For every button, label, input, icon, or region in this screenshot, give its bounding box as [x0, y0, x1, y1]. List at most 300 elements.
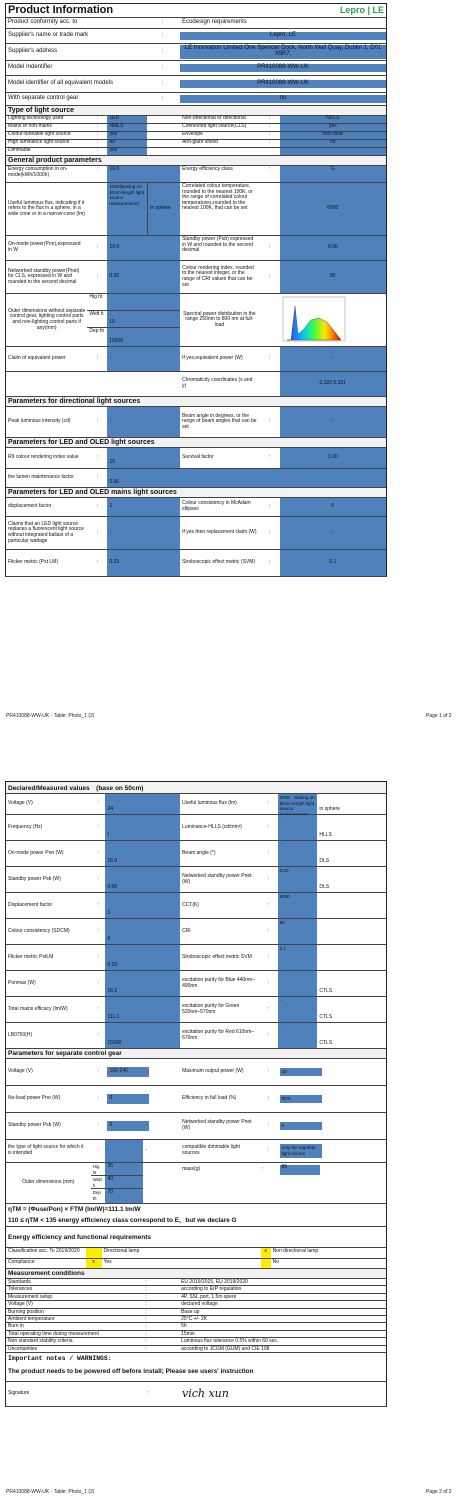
- header-value: Ecodesign requirements: [182, 19, 247, 26]
- declared-extra: CTLS: [319, 1014, 333, 1021]
- peak-value: -: [107, 407, 180, 437]
- header-label: Supplier's name or trade mark: [8, 32, 89, 39]
- eff-label: Energy efficiency class: [182, 166, 233, 172]
- page-title: Product Information: [8, 3, 114, 16]
- section-type: Type of light source: [6, 106, 386, 116]
- dim-key: Widt h: [87, 311, 107, 328]
- gear-value-wrap: [105, 1086, 180, 1112]
- declared-value-2: 6000: [278, 893, 318, 918]
- formula-line-2: 110 ≤ ηTM < 135 energy efficiency class correspond to E、but we declare G: [8, 1217, 237, 1224]
- declared-row: [6, 815, 386, 841]
- page-1: [5, 3, 387, 577]
- colon: :: [268, 123, 271, 129]
- flick-value: 0.23: [107, 550, 180, 576]
- colon: :: [97, 1031, 99, 1038]
- yes-mark: x: [86, 1259, 102, 1268]
- colon: :: [267, 927, 270, 934]
- no-label: No: [272, 1259, 280, 1265]
- measurement-row: [6, 1338, 386, 1345]
- measurement-row: [6, 1294, 386, 1301]
- type-value-2: non-clear: [280, 132, 386, 139]
- type-label: Dimmable: [8, 147, 31, 153]
- header-label: Product conformity acc. to: [8, 19, 78, 26]
- gear-value-2: only the together light source: [280, 1144, 322, 1157]
- gear-label-2: compatible dimmable light sources: [182, 1144, 240, 1156]
- header-row: [6, 18, 386, 29]
- measurement-label: Total operating time during measurement: [8, 1330, 99, 1337]
- declared-extra: in sphere: [319, 806, 340, 813]
- type-value-2: yes: [280, 124, 386, 131]
- dim-key: Hig ht: [87, 294, 107, 311]
- header-value: Lepro, LE: [180, 32, 386, 40]
- header-value: PR410088-WW-UK: [180, 80, 386, 88]
- colon: :: [161, 48, 164, 55]
- measurement-value: Base up: [181, 1308, 200, 1315]
- surv-value: 1.00: [280, 448, 386, 468]
- measurement-row: [6, 1309, 386, 1316]
- declared-value: 0.23: [105, 945, 180, 970]
- colon: :: [161, 95, 164, 102]
- chrom-label: Chromaticity coordinates (x and y): [182, 377, 253, 389]
- declared-label: Ponmax (W): [8, 979, 36, 986]
- dim-label: Outer dimensions without separate control gear, lighting control parts and non-lighting control parts if any(mm): [8, 307, 86, 331]
- measurement-row: [6, 1286, 386, 1293]
- declared-row: [6, 919, 386, 945]
- maint-label: the lumen maintenance factor: [8, 474, 74, 481]
- pnet-label: Networked standby power(Pnet) for CLS, expressed in W and rounded to the second decimal: [8, 267, 80, 285]
- declared-value-2: -: [278, 971, 318, 996]
- declared-value: /: [105, 815, 180, 840]
- declared-label-2: Networked standby power Pnet (W): [182, 872, 252, 885]
- declared-extra: [317, 945, 386, 970]
- declared-label-2: CCT(K): [182, 901, 200, 908]
- colon: :: [268, 139, 271, 145]
- colon: :: [268, 418, 271, 425]
- declared-label-2: excitation purity for Green 520nm–570nm: [182, 1002, 240, 1015]
- colon: :: [96, 474, 99, 481]
- header-value: LE Innovation Limited One Spencer Dock, North Wall Quay, Dublin 1, D01 X9R7,: [180, 45, 386, 58]
- mass-label: mass(g): [182, 1166, 201, 1172]
- gear-value-b: -: [145, 1147, 147, 1154]
- colon: [260, 148, 280, 155]
- gear-value-wrap: [105, 1113, 180, 1139]
- colon: :: [268, 166, 271, 172]
- disp-label: displacement factor: [8, 503, 52, 510]
- declared-label-2: Useful luminous flux (lm): [182, 800, 237, 807]
- logo-brand: Lepro: [339, 4, 365, 15]
- declared-value-2: 80: [278, 919, 318, 944]
- declared-extra: CTLS: [319, 1040, 333, 1047]
- colon: :: [96, 147, 99, 153]
- colon: :: [267, 1005, 270, 1012]
- type-rows: [6, 116, 386, 156]
- declared-label: On-mode power Pon (W): [8, 849, 64, 856]
- colon: :: [96, 454, 99, 461]
- colon: :: [268, 131, 271, 137]
- measurement-label: Voltage (V): [8, 1301, 33, 1308]
- nondir-label: Non directional lamp: [272, 1248, 319, 1254]
- declared-value-2: -: [278, 1023, 318, 1048]
- footer-left-2: PR410088-WW-UK - Table: Photo_1 (2): [6, 1489, 95, 1495]
- declared-value-2: 2000 Basing on 50cm length light source: [278, 794, 318, 814]
- colon: :: [96, 355, 99, 362]
- colon: :: [268, 244, 271, 251]
- colon: :: [267, 1147, 270, 1154]
- type-row: [6, 140, 386, 148]
- measurement-value: EU 2019/2015, EU 2019/2020: [181, 1279, 248, 1285]
- claims-label: Claims that an LED light source replaces a fluorescent light source without integrated ballast of a particular wattage: [8, 520, 84, 544]
- declared-value: 24: [105, 794, 180, 814]
- declared-label: Total mains efficacy (lm/W): [8, 1005, 68, 1012]
- measurement-row: [6, 1316, 386, 1323]
- colon: :: [161, 19, 164, 26]
- declared-value-2: -: [278, 997, 318, 1022]
- header-row: [6, 76, 386, 93]
- colon: :: [145, 1286, 147, 1293]
- measurement-row: [6, 1331, 386, 1338]
- colon: :: [97, 1147, 99, 1154]
- colon: :: [96, 123, 99, 129]
- r9-label: R9 colour rendering index value: [8, 454, 79, 461]
- gear-value: 0: [107, 1094, 149, 1104]
- colon: :: [267, 1068, 270, 1075]
- type-gap: [147, 124, 180, 131]
- colon: :: [267, 1031, 270, 1038]
- gear-value-2-wrap: [278, 1140, 386, 1162]
- colon: :: [145, 1315, 147, 1322]
- pon-value: 16.0: [107, 236, 180, 260]
- dir-label: Directional lamp: [103, 1248, 140, 1254]
- section-energy: Energy efficiency and functional requirements: [6, 1227, 386, 1248]
- pnet-value: 0.00: [107, 261, 180, 293]
- declared-extra: HLLS: [319, 832, 332, 839]
- claim-label: Claim of equivalent power: [8, 355, 66, 362]
- gear-label-2: Maximum output power (W): [182, 1068, 244, 1075]
- colon: :: [145, 1279, 147, 1285]
- psb-label: Standby power (Psb) expressed in W and rounded to the second decimal: [182, 236, 254, 254]
- colon: :: [97, 1005, 99, 1012]
- declared-row: [6, 1023, 386, 1049]
- declared-extra: DLS: [319, 858, 330, 865]
- section-directional: Parameters for directional light sources: [6, 397, 386, 407]
- colon: :: [268, 273, 271, 280]
- colon: :: [96, 559, 99, 566]
- colon: :: [267, 953, 270, 960]
- colon: :: [267, 875, 270, 882]
- ifyes-value: -: [280, 347, 386, 371]
- dim-values: [107, 294, 179, 346]
- declared-value-2: 0.00: [278, 867, 318, 892]
- spd-chart: [279, 294, 386, 346]
- type-label-2: Non-directional or directional: [182, 115, 246, 121]
- section-general: General product parameters: [6, 156, 386, 166]
- type-value: LED: [107, 116, 147, 123]
- measurement-value: declared voltage: [181, 1301, 218, 1308]
- declared-value: 1: [105, 893, 180, 918]
- colon: :: [96, 273, 99, 280]
- type-label: Mains or non-mains: [8, 123, 52, 129]
- colon: :: [267, 901, 270, 908]
- footer-right-1: Page 1 of 2: [426, 713, 452, 719]
- r9-value: 10: [107, 448, 180, 468]
- declared-row: [6, 971, 386, 997]
- colon: :: [96, 166, 99, 172]
- declared-row: [6, 997, 386, 1023]
- colon: :: [97, 901, 99, 908]
- declared-label-2: Luminance-HLLS (cd/mm²): [182, 823, 243, 830]
- colon: :: [96, 418, 99, 425]
- header-row: [6, 44, 386, 61]
- cct-label: Correlated colour temperature, rounded to the nearest 100K, or the range of correlated colour temperatures,rounded to the nearest 100K, that can be set: [182, 183, 253, 212]
- declared-extra: DLS: [319, 884, 330, 891]
- cons-label: Colour consistency in McAdam ellipses: [182, 500, 251, 512]
- declared-row: [6, 867, 386, 893]
- header-value: PR410088-WW-UK: [180, 64, 386, 72]
- gear-value-2: 0: [280, 1122, 322, 1130]
- declared-extra: [317, 893, 386, 918]
- flux-value: 2000(Basing on 50cm length light source measurement): [107, 183, 147, 235]
- dim-key: Dep th: [92, 1190, 101, 1201]
- declared-table: [5, 781, 387, 1407]
- type-value: NMLS: [107, 124, 147, 131]
- beam-label: Beam angle in degrees, or the range of beam angles that can be set: [182, 412, 257, 430]
- type-label-2: Anti-glare shield: [182, 139, 218, 145]
- type-label-2: Envelope: [182, 131, 203, 137]
- declared-label-2: excitation purity for Red 610nm–670nm: [182, 1028, 255, 1041]
- signature-label: Signature: [8, 1390, 30, 1397]
- declared-label: LB0750(H): [8, 1031, 33, 1038]
- declared-label-2: excitation purity for Blue 440nm–490nm: [182, 976, 255, 989]
- psb-value: 0.00: [280, 236, 386, 260]
- type-label: Colour-tuneable light source: [8, 131, 71, 137]
- gear-row: [6, 1059, 386, 1086]
- declared-value: 6: [105, 919, 180, 944]
- beam-value: -: [280, 407, 386, 437]
- colon: :: [97, 875, 99, 882]
- type-gap: [147, 148, 180, 155]
- section-gear: Parameters for separate control gear: [6, 1049, 386, 1059]
- measurement-value: according to ErP regulation: [181, 1286, 242, 1293]
- svm-label: Stroboscopic effect metric (SVM): [182, 559, 256, 566]
- gear-label: Standby power Psb (W): [8, 1122, 61, 1129]
- colon: :: [267, 849, 270, 856]
- header-label: Model identifier of all equivalent models: [8, 80, 114, 87]
- gear-value: -: [105, 1140, 143, 1162]
- colon: :: [96, 139, 99, 145]
- gear-dim-keys: [91, 1163, 106, 1203]
- colon: :: [97, 1068, 99, 1075]
- type-label: High luminance light source: [8, 139, 70, 145]
- colon: :: [145, 1323, 147, 1330]
- type-value: yes: [107, 148, 147, 155]
- declared-label: Standby power Psb (W): [8, 875, 61, 882]
- declared-label-2: Beam angle (°): [182, 849, 216, 856]
- energy-value: 16.0: [107, 166, 180, 182]
- gear-label: No-load power Pno (W): [8, 1095, 61, 1102]
- replace-label: If yes then replacement claim (W): [182, 529, 257, 536]
- type-value-2: NDLS: [280, 116, 386, 123]
- dim-key: Widt h: [91, 1176, 106, 1189]
- colon: :: [97, 800, 99, 807]
- nondir-mark: x: [261, 1248, 271, 1258]
- chrom-value: 0.322,0.331: [280, 372, 386, 396]
- colon: :: [96, 529, 99, 536]
- gear-label: the type of light source for which it is intended: [8, 1144, 84, 1156]
- gear-value-2-wrap: [278, 1113, 386, 1139]
- mass-value: 85: [280, 1165, 320, 1175]
- declared-label: Frequency (Hz): [8, 823, 43, 830]
- section-mains: Parameters for LED and OLED mains light sources: [6, 488, 386, 498]
- footer-left-1: PR410088-WW-UK - Table: Photo_1 (2): [6, 713, 95, 719]
- spd-label: Spectral power distribution in the range 250nm to 800 nm at full-load: [183, 310, 256, 328]
- measurement-label: Uncertainties: [8, 1345, 38, 1352]
- formula-line-1: ηTM = (Φuse/Pon) × FTM (lm/W)=111.1 lm/W: [8, 1206, 141, 1213]
- type-label-2: [180, 148, 260, 155]
- type-gap: [147, 116, 180, 123]
- measurement-label: Tolerances: [8, 1286, 33, 1293]
- surv-label: Survival factor: [182, 454, 214, 461]
- gear-label-2: Efficiency in full load (%): [182, 1095, 237, 1102]
- colon: :: [267, 823, 270, 830]
- cri-value: 80: [280, 261, 386, 293]
- footer-right-2: Page 2 of 2: [426, 1489, 452, 1495]
- gear-value-2: 18: [280, 1068, 322, 1076]
- declared-label: Flicker metric PstLM: [8, 953, 54, 960]
- declared-row: [6, 945, 386, 971]
- declared-label: Voltage (V): [8, 800, 33, 807]
- type-value-2: [280, 148, 386, 155]
- gear-value-2-wrap: [278, 1086, 386, 1112]
- colon: :: [96, 131, 99, 137]
- maint-value: 0.96: [107, 469, 180, 487]
- declared-value: 111.1: [105, 997, 180, 1022]
- declared-row: [6, 794, 386, 815]
- eff-value: G: [280, 166, 386, 182]
- dim-keys: [87, 294, 107, 346]
- notes-text: The product needs to be powered off before install; Please see users' instruction: [8, 1367, 254, 1375]
- page-2: [5, 781, 387, 1407]
- dim-value: [107, 294, 179, 311]
- logo-suffix: LE: [372, 4, 384, 15]
- gear-value: 0: [107, 1121, 149, 1131]
- brand-logo: Lepro | LE: [339, 4, 384, 15]
- measurement-rows: [6, 1279, 386, 1353]
- header-row: [6, 93, 386, 106]
- dim-value: 10: [107, 311, 179, 328]
- colon: :: [97, 1095, 99, 1102]
- flux-label: Useful luminous flux, indicating if it refers to the flux in a sphere, in a wide cone or in a narrow-cone (lm): [8, 199, 85, 217]
- colon: :: [268, 503, 271, 510]
- colon: :: [145, 1308, 147, 1315]
- dim-key: Hig ht: [91, 1163, 106, 1176]
- measurement-row: [6, 1346, 386, 1353]
- measurement-value: according to JCGM (GUM) and CIE 198: [181, 1345, 270, 1352]
- cct-value: 6000: [280, 183, 386, 235]
- cri-label: Colour rendering index, rounded to the nearest integer, or the range of CRI values that can be set: [182, 264, 254, 288]
- disp-value: 1: [107, 498, 180, 516]
- colon: :: [267, 1095, 270, 1102]
- colon: :: [97, 1122, 99, 1129]
- colon: :: [161, 80, 164, 87]
- declared-row: [6, 893, 386, 919]
- declared-value-2: 0.1: [278, 945, 318, 970]
- type-label-2: Connected light source(CLS): [182, 123, 247, 129]
- measurement-label: Burning position: [8, 1308, 44, 1315]
- gear-dim-values: [105, 1163, 180, 1203]
- colon: :: [97, 849, 99, 856]
- colon: :: [145, 1330, 147, 1337]
- ifyes-label: If yes,equivalent power (W): [182, 355, 243, 362]
- colon: :: [161, 32, 164, 39]
- type-gap: [147, 140, 180, 147]
- colon: :: [268, 559, 271, 566]
- gear-row: [6, 1086, 386, 1113]
- colon: :: [145, 1345, 147, 1352]
- colon: :: [97, 927, 99, 934]
- declared-rows: [6, 794, 386, 1049]
- header-row: [6, 61, 386, 76]
- colon: :: [268, 454, 271, 461]
- declared-label-2: CRI: [182, 927, 191, 934]
- colon: :: [97, 953, 99, 960]
- measurement-value: 15min: [181, 1330, 195, 1337]
- notes-title: Important notes / WARNINGS:: [8, 1354, 112, 1362]
- type-value-2: no: [280, 140, 386, 147]
- gear-value-2-wrap: [278, 1059, 386, 1085]
- colon: :: [96, 115, 99, 121]
- measurement-label: Standards: [8, 1279, 31, 1285]
- header-rows: [6, 18, 386, 106]
- measurement-value: 4P, SSL port, 1.5m spere: [181, 1293, 237, 1300]
- signature-value: vich xun: [182, 1387, 229, 1401]
- type-value: no: [107, 140, 147, 147]
- claim-value: -: [107, 347, 180, 371]
- gear-row: [6, 1113, 386, 1140]
- comp-label: Compliance:: [8, 1259, 36, 1265]
- colon: :: [267, 1122, 270, 1129]
- declared-value-2: -: [278, 841, 318, 866]
- colon: :: [267, 979, 270, 986]
- measurement-row: [6, 1279, 386, 1286]
- declared-value: 16.0: [105, 841, 180, 866]
- class-label: Classification acc. To 2019/2020: [8, 1248, 80, 1254]
- gear-value-wrap: [105, 1059, 180, 1085]
- colon: :: [97, 823, 99, 830]
- dim-value: 70: [105, 1189, 143, 1203]
- colon: :: [96, 503, 99, 510]
- claims-value: -: [107, 517, 180, 549]
- declared-extra: [317, 919, 386, 944]
- cons-value: 6: [280, 498, 386, 516]
- colon: :: [267, 800, 270, 807]
- declared-value: 0.00: [105, 867, 180, 892]
- colon: :: [261, 1166, 264, 1172]
- gear-label-2: Networked standby power Pnet (W): [182, 1119, 252, 1131]
- dim-value: 40: [105, 1176, 143, 1189]
- measurement-row: [6, 1301, 386, 1308]
- gear-label: Voltage (V): [8, 1068, 33, 1075]
- colon: :: [268, 355, 271, 362]
- yes-label: Yes: [103, 1259, 112, 1265]
- dim-value: 10000: [109, 338, 124, 344]
- type-gap: [147, 132, 180, 139]
- measurement-label: Burn in: [8, 1323, 24, 1330]
- gear-dim-label: Outer dimensions (mm): [22, 1179, 75, 1186]
- declared-label-2: Stroboscopic effect metric SVM: [182, 953, 252, 960]
- gear-rows: [6, 1059, 386, 1163]
- gear-row: [6, 1140, 386, 1163]
- gear-value-2: 85%: [280, 1095, 322, 1103]
